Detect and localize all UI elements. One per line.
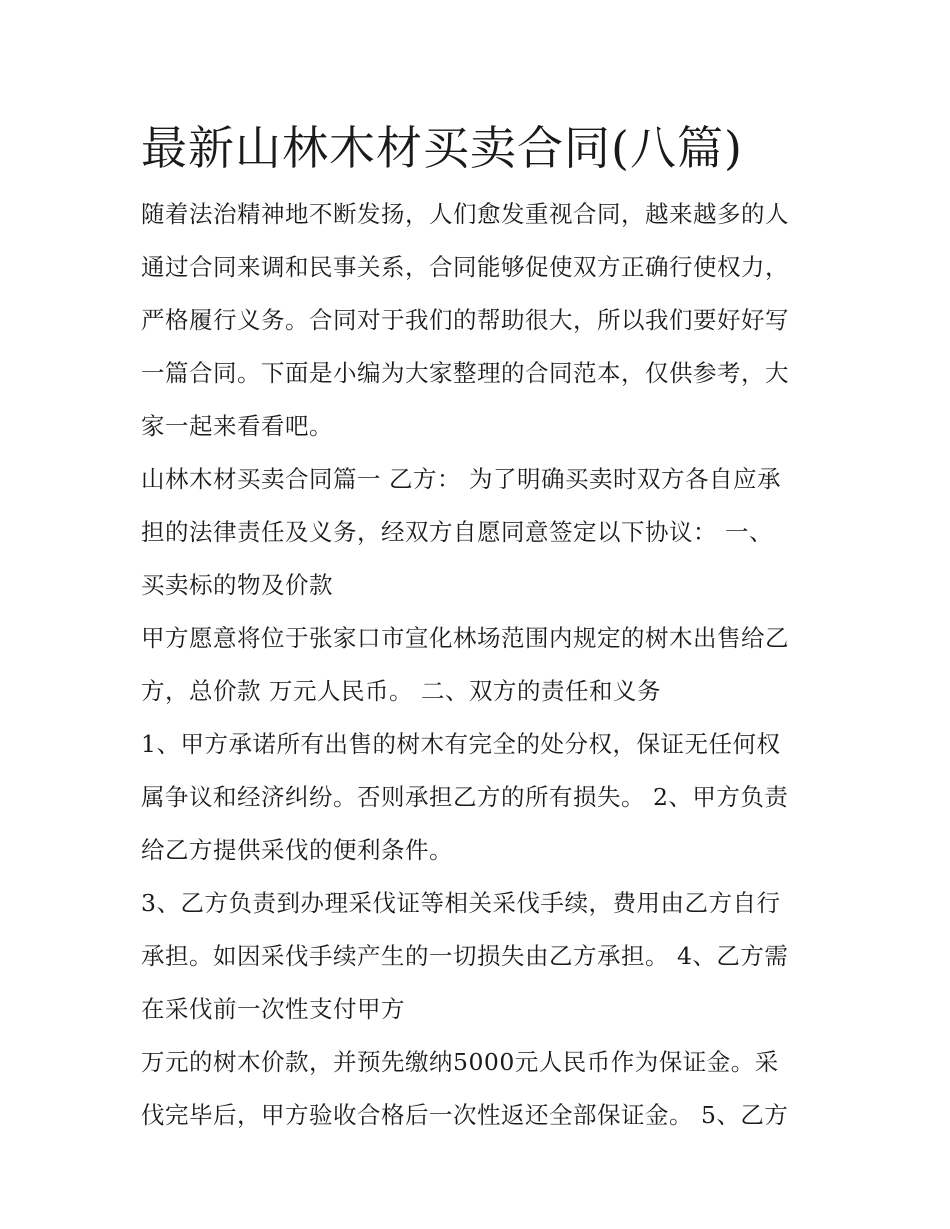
text-line: 承担。如因采伐手续产生的一切损失由乙方承担。 4、乙方需 xyxy=(141,942,789,970)
clause-3-4-paragraph xyxy=(141,877,821,1036)
text-line: 家一起来看看吧。 xyxy=(141,412,333,440)
document-title: 最新山林木材买卖合同(八篇) xyxy=(141,121,743,175)
subject-paragraph xyxy=(141,612,821,718)
text-line: 1、甲方承诺所有出售的树木有完全的处分权，保证无任何权 xyxy=(141,730,781,758)
text-line: 伐完毕后，甲方验收合格后一次性返还全部保证金。 5、乙方 xyxy=(141,1101,789,1129)
text-line: 随着法治精神地不断发扬，人们愈发重视合同，越来越多的人 xyxy=(141,200,789,228)
intro-paragraph xyxy=(141,188,821,453)
text-line: 方，总价款 万元人民币。 二、双方的责任和义务 xyxy=(141,677,661,705)
text-line: 一篇合同。下面是小编为大家整理的合同范本，仅供参考，大 xyxy=(141,359,789,387)
text-line: 属争议和经济纠纷。否则承担乙方的所有损失。 2、甲方负责 xyxy=(141,783,789,811)
text-line: 通过合同来调和民事关系，合同能够促使双方正确行使权力， xyxy=(141,253,789,281)
text-line: 山林木材买卖合同篇一 乙方： 为了明确买卖时双方各自应承 xyxy=(141,465,781,493)
document-page xyxy=(141,108,821,1142)
text-line: 甲方愿意将位于张家口市宣化林场范围内规定的树木出售给乙 xyxy=(141,624,789,652)
text-line: 万元的树木价款，并预先缴纳5000元人民币作为保证金。采 xyxy=(141,1048,779,1076)
text-line: 在采伐前一次性支付甲方 xyxy=(141,995,405,1023)
text-line: 担的法律责任及义务，经双方自愿同意签定以下协议： 一、 xyxy=(141,518,773,546)
text-line: 给乙方提供采伐的便利条件。 xyxy=(141,836,453,864)
text-line: 严格履行义务。合同对于我们的帮助很大，所以我们要好好写 xyxy=(141,306,789,334)
contract-heading-paragraph xyxy=(141,453,821,612)
text-line: 买卖标的物及价款 xyxy=(141,571,333,599)
text-line: 3、乙方负责到办理采伐证等相关采伐手续，费用由乙方自行 xyxy=(141,889,781,917)
clause-1-2-paragraph xyxy=(141,718,821,877)
clause-4-5-paragraph xyxy=(141,1036,821,1142)
